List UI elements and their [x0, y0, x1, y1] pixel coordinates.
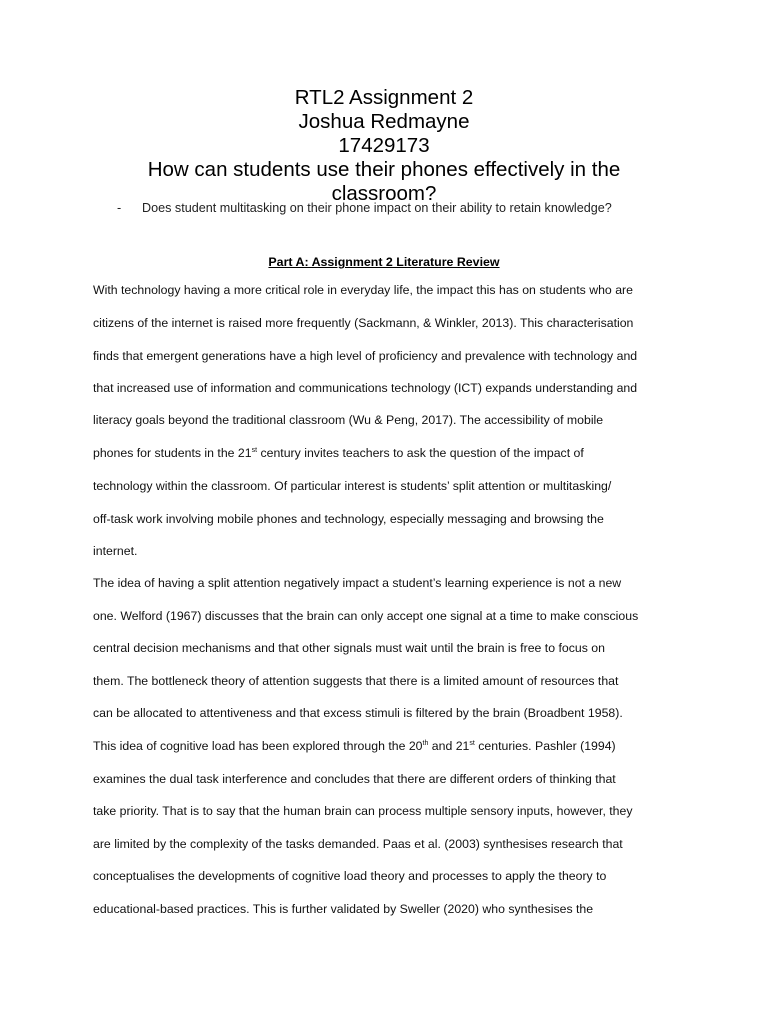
student-id: 17429173: [338, 134, 430, 157]
superscript: th: [422, 740, 429, 747]
paragraph-line: technology within the classroom. Of particular interest is students’ split attention or multitasking/: [93, 479, 612, 493]
author-name: Joshua Redmayne: [298, 110, 470, 133]
paragraph-line: one. Welford (1967) discusses that the brain can only accept one signal at a time to make conscious: [93, 609, 639, 623]
superscript: st: [251, 447, 258, 454]
paragraph-line: literacy goals beyond the traditional classroom (Wu & Peng, 2017). The accessibility of mobile: [93, 413, 604, 427]
paragraph-line: are limited by the complexity of the tasks demanded. Paas et al. (2003) synthesises research that: [93, 837, 623, 851]
course-title: RTL2 Assignment 2: [294, 86, 474, 109]
sub-question-item: [117, 200, 612, 216]
line-text: and 21: [428, 739, 470, 753]
title-block: [0, 86, 768, 206]
sub-question-text: Does student multitasking on their phone impact on their ability to retain knowledge?: [142, 201, 612, 215]
research-question: How can students use their phones effectively in the classroom?: [147, 158, 621, 205]
bullet-dash: -: [117, 201, 122, 215]
paragraph-line: conceptualises the developments of cognitive load theory and processes to apply the theory to: [93, 869, 607, 883]
line-text: century invites teachers to ask the question of the impact of: [257, 446, 584, 460]
superscript: st: [469, 740, 475, 747]
paragraph-line: that increased use of information and communications technology (ICT) expands understanding and: [93, 381, 638, 395]
paragraph-line: [93, 445, 584, 461]
line-text: This idea of cognitive load has been explored through the 20: [93, 739, 423, 753]
line-text: phones for students in the 21: [93, 446, 252, 460]
paragraph-line: [93, 738, 616, 754]
paragraph-line: internet.: [93, 544, 138, 558]
paragraph-line: off-task work involving mobile phones and technology, especially messaging and browsing the: [93, 512, 604, 526]
section-heading: Part A: Assignment 2 Literature Review: [268, 255, 500, 269]
paragraph-line: take priority. That is to say that the human brain can process multiple sensory inputs, however, they: [93, 804, 633, 818]
line-text: centuries. Pashler (1994): [474, 739, 616, 753]
paragraph-line: The idea of having a split attention negatively impact a student’s learning experience is not a new: [93, 576, 622, 590]
paragraph-line: can be allocated to attentiveness and that excess stimuli is filtered by the brain (Broadbent 1958).: [93, 706, 623, 720]
paragraph-line: With technology having a more critical role in everyday life, the impact this has on students who are: [93, 283, 633, 297]
paragraph-line: educational-based practices. This is further validated by Sweller (2020) who synthesises the: [93, 902, 594, 916]
paragraph-line: central decision mechanisms and that other signals must wait until the brain is free to focus on: [93, 641, 605, 655]
paragraph-line: citizens of the internet is raised more frequently (Sackmann, & Winkler, 2013). This characterisation: [93, 316, 634, 330]
paragraph-line: them. The bottleneck theory of attention suggests that there is a limited amount of resources that: [93, 674, 619, 688]
paragraph-line: finds that emergent generations have a high level of proficiency and prevalence with technology and: [93, 349, 638, 363]
paragraph-line: examines the dual task interference and concludes that there are different orders of thinking that: [93, 772, 616, 786]
